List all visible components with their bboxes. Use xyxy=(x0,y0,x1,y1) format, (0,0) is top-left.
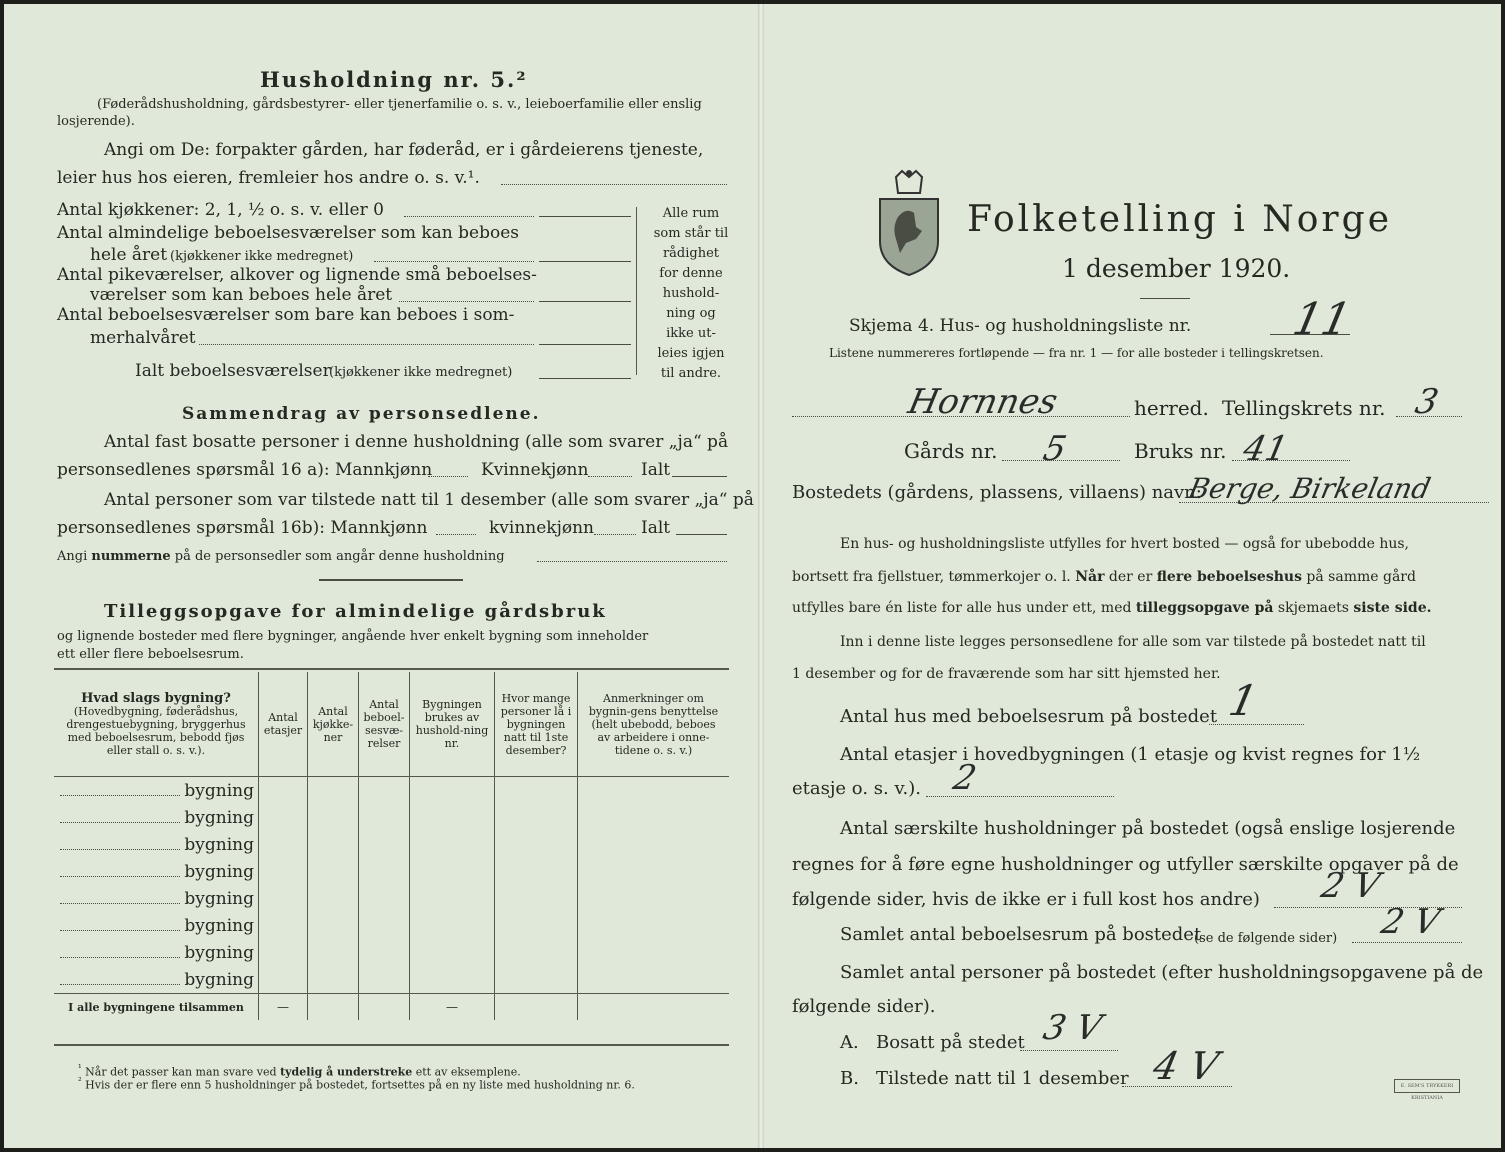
p3-bold: nummerne xyxy=(91,549,171,564)
col-persons: Hvor mange personer lå i bygningen natt til 1ste desember? xyxy=(495,672,578,777)
instr-l2-pre: bortsett fra fjellstuer, tømmerkojer o. l. xyxy=(792,569,1076,585)
col-building-type xyxy=(54,672,259,777)
remarks-cell[interactable] xyxy=(578,858,730,885)
census-title: Folketelling i Norge xyxy=(967,199,1392,240)
intro-answer-line[interactable] xyxy=(501,184,727,185)
schema-number-handwritten: 11 xyxy=(1288,294,1356,345)
q-persons-line-2: følgende sider). xyxy=(792,996,936,1017)
q-rooms-answer-line[interactable] xyxy=(1352,942,1462,943)
rooms-cell[interactable] xyxy=(359,831,410,858)
total-rooms-answer[interactable] xyxy=(539,378,631,379)
kitchens-dots xyxy=(404,216,534,217)
household-cell[interactable] xyxy=(410,912,495,939)
instr-l2-post: på samme gård xyxy=(1301,569,1416,585)
b-handwritten: 4 V xyxy=(1149,1044,1223,1088)
summary-p2-line-1: Antal personer som var tilstede natt til 1 desember (alle som svarer „ja“ på xyxy=(104,490,754,510)
a-handwritten: 3 V xyxy=(1039,1008,1106,1048)
persons-cell[interactable] xyxy=(495,804,578,831)
bygning-label: bygning xyxy=(184,861,254,882)
floors-cell[interactable] xyxy=(259,885,308,912)
maids-answer[interactable] xyxy=(539,301,631,302)
instr-line-5: 1 desember og for de fraværende som har sitt hjemsted her. xyxy=(792,666,1221,682)
herred-label: herred. xyxy=(1134,396,1209,420)
bygning-label: bygning xyxy=(184,969,254,990)
q-rooms-note: (se de følgende sider) xyxy=(1194,931,1338,946)
table-row xyxy=(54,885,729,912)
b-label: B. xyxy=(840,1068,859,1089)
footnote-2-text: Hvis der er flere enn 5 husholdninger på bostedet, fortsettes på en ny liste med husholdning nr. 6. xyxy=(85,1078,635,1092)
table-header-row xyxy=(54,672,729,777)
krets-handwritten: 3 xyxy=(1411,382,1442,422)
a-answer-line[interactable] xyxy=(1020,1050,1118,1051)
table-row xyxy=(54,777,729,805)
bracket-note-line: rådighet xyxy=(662,246,720,261)
table-bottom-rule xyxy=(54,1044,729,1046)
rooms-cell[interactable] xyxy=(359,885,410,912)
rooms-cell[interactable] xyxy=(359,858,410,885)
household-cell[interactable] xyxy=(410,831,495,858)
bracket-note-line: Alle rum xyxy=(662,206,720,221)
page-fold xyxy=(758,4,764,1148)
instr-line-1: En hus- og husholdningsliste utfylles for hvert bosted — også for ubebodde hus, xyxy=(840,536,1409,552)
summer-dots xyxy=(199,344,534,345)
rooms-a-note: (kjøkkener ikke medregnet) xyxy=(170,249,354,264)
table-row xyxy=(54,831,729,858)
household-cell[interactable] xyxy=(410,939,495,966)
kitchens-answer[interactable] xyxy=(539,216,631,217)
persons-cell[interactable] xyxy=(495,966,578,994)
supplement-heading: Tilleggsopgave for almindelige gårdsbruk xyxy=(104,601,607,622)
col-remarks: Anmerkninger om bygnin-gens benyttelse (helt ubebodd, beboes av arbeidere i onne-tidene o. s. v.) xyxy=(578,672,730,777)
total-row-label: I alle bygningene tilsammen xyxy=(54,994,259,1021)
bygning-label: bygning xyxy=(184,780,254,801)
gards-handwritten: 5 xyxy=(1039,429,1070,469)
bygning-label: bygning xyxy=(184,915,254,936)
p3-post: på de personsedler som angår denne husholdning xyxy=(170,549,505,564)
persons-cell[interactable] xyxy=(495,777,578,805)
total-remarks-cell[interactable] xyxy=(578,994,730,1021)
rooms-cell[interactable] xyxy=(359,966,410,994)
building-type-input[interactable] xyxy=(60,822,180,823)
schema-label: Skjema 4. Hus- og husholdningsliste nr. xyxy=(849,316,1192,336)
a-label: A. xyxy=(840,1032,859,1053)
bygning-label: bygning xyxy=(184,834,254,855)
bracket-note-line: ikke ut- xyxy=(666,326,716,341)
persons-cell[interactable] xyxy=(495,885,578,912)
kitchens-label: Antal kjøkkener: 2, 1, ½ o. s. v. eller 0 xyxy=(57,200,384,220)
building-table xyxy=(54,672,729,1020)
kitchens-cell[interactable] xyxy=(308,885,359,912)
household-cell[interactable] xyxy=(410,885,495,912)
household-cell[interactable] xyxy=(410,777,495,805)
q-rooms-label: Samlet antal beboelsesrum på bostedet xyxy=(840,924,1202,945)
p3-pre: Angi xyxy=(57,549,92,564)
total-rooms-note: (kjøkkener ikke medregnet) xyxy=(329,365,513,380)
kitchens-cell[interactable] xyxy=(308,858,359,885)
remarks-cell[interactable] xyxy=(578,777,730,805)
kitchens-cell[interactable] xyxy=(308,966,359,994)
persons-cell[interactable] xyxy=(495,939,578,966)
gards-label: Gårds nr. xyxy=(904,439,998,463)
bygning-label: bygning xyxy=(184,807,254,828)
remarks-cell[interactable] xyxy=(578,804,730,831)
instr-l3-pre: utfylles bare én liste for alle hus under ett, med xyxy=(792,600,1136,616)
rooms-cell[interactable] xyxy=(359,804,410,831)
table-row xyxy=(54,912,729,939)
coat-of-arms-icon xyxy=(876,169,942,279)
herred-handwritten: Hornnes xyxy=(904,382,1062,422)
total-rooms-label: Ialt beboelsesværelser xyxy=(135,361,331,381)
building-row-label xyxy=(54,804,259,831)
p1-male-answer[interactable] xyxy=(428,476,468,477)
bygning-label: bygning xyxy=(184,942,254,963)
summer-line-2: merhalvåret xyxy=(90,328,196,348)
maids-line-1: Antal pikeværelser, alkover og lignende små beboelses- xyxy=(57,265,537,285)
building-row-label xyxy=(54,777,259,805)
rooms-a-dots xyxy=(374,261,534,262)
building-row-label xyxy=(54,912,259,939)
summer-line-1: Antal beboelsesværelser som bare kan beboes i som- xyxy=(57,305,515,325)
bracket-note-line: til andre. xyxy=(660,366,722,381)
col-building-type-desc: (Hovedbygning, føderådshus, drengestuebygning, bryggerhus med beboelsesrum, bebodd fjøs eller stall o. s. v.). xyxy=(66,704,246,757)
q-floors-handwritten: 2 xyxy=(949,758,980,798)
footnote-1-bold: tydelig å understreke xyxy=(280,1065,413,1079)
building-type-input[interactable] xyxy=(60,876,180,877)
kitchens-cell[interactable] xyxy=(308,831,359,858)
footnote-1-pre: Når det passer kan man svare ved xyxy=(85,1065,281,1079)
table-row xyxy=(54,939,729,966)
total-kitchens-cell[interactable] xyxy=(308,994,359,1021)
floors-cell[interactable] xyxy=(259,912,308,939)
building-type-input[interactable] xyxy=(60,930,180,931)
printer-stamp: E. SEM'S TRYKKERI KRISTIANIA xyxy=(1394,1079,1460,1093)
instr-l3-bold2: siste side. xyxy=(1353,600,1432,616)
instr-l3-bold: tilleggsopgave på xyxy=(1135,600,1274,616)
summer-answer[interactable] xyxy=(539,344,631,345)
col-kitchens: Antal kjøkke-ner xyxy=(308,672,359,777)
bracket-note-line: ning og xyxy=(666,306,716,321)
total-persons-cell[interactable] xyxy=(495,994,578,1021)
total-rooms-cell[interactable] xyxy=(359,994,410,1021)
persons-cell[interactable] xyxy=(495,912,578,939)
numbering-note: Listene nummereres fortløpende — fra nr. 1 — for alle bosteder i tellingskretsen. xyxy=(829,346,1324,360)
rooms-cell[interactable] xyxy=(359,912,410,939)
bosted-label: Bostedets (gårdens, plassens, villaens) navn: xyxy=(792,482,1202,503)
bruks-label: Bruks nr. xyxy=(1134,439,1227,463)
remarks-cell[interactable] xyxy=(578,912,730,939)
table-total-row xyxy=(54,994,729,1021)
building-type-input[interactable] xyxy=(60,795,180,796)
building-type-input[interactable] xyxy=(60,903,180,904)
floors-cell[interactable] xyxy=(259,939,308,966)
q-floors-line-2: etasje o. s. v.). xyxy=(792,778,921,799)
col-building-type-title: Hvad slags bygning? xyxy=(81,690,231,706)
instr-line-4: Inn i denne liste legges personsedlene for alle som var tilstede på bostedet natt til xyxy=(840,634,1426,650)
floors-cell[interactable] xyxy=(259,966,308,994)
bracket-note-line: leies igjen xyxy=(657,346,725,361)
floors-cell[interactable] xyxy=(259,858,308,885)
table-row xyxy=(54,804,729,831)
instr-line-2 xyxy=(792,569,1416,586)
col-rooms: Antal beboel-sesvæ-relser xyxy=(359,672,410,777)
a-text: Bosatt på stedet xyxy=(876,1032,1025,1053)
kitchens-cell[interactable] xyxy=(308,804,359,831)
p2-male-answer[interactable] xyxy=(436,534,476,535)
bracket-note-line: for denne xyxy=(659,266,723,281)
p1-total-answer[interactable] xyxy=(672,476,727,477)
rooms-cell[interactable] xyxy=(359,939,410,966)
maids-line-2: værelser som kan beboes hele året xyxy=(90,285,393,305)
household-cell[interactable] xyxy=(410,804,495,831)
summary-p1-line-2: personsedlenes spørsmål 16 a): Mannkjønn xyxy=(57,460,433,480)
building-type-input[interactable] xyxy=(60,957,180,958)
q-rooms-handwritten: 2 V xyxy=(1377,902,1444,942)
household-title: Husholdning nr. 5.² xyxy=(260,67,528,92)
date-divider xyxy=(1140,298,1190,299)
instr-l2-mid: der er xyxy=(1104,569,1157,585)
bruks-handwritten: 41 xyxy=(1239,429,1292,469)
q-households-handwritten: 2 V xyxy=(1317,866,1384,906)
census-date: 1 desember 1920. xyxy=(1062,254,1291,283)
p1-total-label: Ialt xyxy=(641,460,671,480)
household-subtitle: (Føderådshusholdning, gårdsbestyrer- eller tjenerfamilie o. s. v., leieboerfamilie eller enslig losjerende). xyxy=(57,97,702,129)
rooms-cell[interactable] xyxy=(359,777,410,805)
q-houses-answer-line[interactable] xyxy=(1209,724,1304,725)
total-floors-dash: — xyxy=(259,994,308,1021)
building-type-input[interactable] xyxy=(60,984,180,985)
footnote-2-mark: ² xyxy=(78,1076,82,1087)
instr-l2-bold1: Når xyxy=(1075,569,1105,585)
total-household-dash: — xyxy=(410,994,495,1021)
floors-cell[interactable] xyxy=(259,831,308,858)
p2-female-answer[interactable] xyxy=(594,534,636,535)
instr-l2-bold2: flere beboelseshus xyxy=(1156,569,1302,585)
col-household-no: Bygningen brukes av hushold-ning nr. xyxy=(410,672,495,777)
bracket-note-line: som står til xyxy=(653,226,729,241)
kitchens-cell[interactable] xyxy=(308,939,359,966)
building-row-label xyxy=(54,966,259,994)
building-row-label xyxy=(54,831,259,858)
col-floors: Antal etasjer xyxy=(259,672,308,777)
table-row xyxy=(54,966,729,994)
supplement-desc-2: ett eller flere beboelsesrum. xyxy=(57,647,244,662)
intro-line-2: leier hus hos eieren, fremleier hos andre o. s. v.¹. xyxy=(57,168,480,188)
q-persons-line-1: Samlet antal personer på bostedet (efter husholdningsopgavene på de xyxy=(840,962,1484,983)
krets-label: Tellingskrets nr. xyxy=(1222,396,1386,420)
building-row-label xyxy=(54,858,259,885)
kitchens-cell[interactable] xyxy=(308,912,359,939)
q-houses-handwritten: 1 xyxy=(1224,676,1262,725)
p2-female-label: kvinnekjønn xyxy=(489,518,595,538)
p1-female-answer[interactable] xyxy=(588,476,632,477)
rooms-a-answer[interactable] xyxy=(539,261,631,262)
footnote-1-mark: ¹ xyxy=(78,1063,82,1074)
bracket-note-line: hushold- xyxy=(662,286,720,301)
building-row-label xyxy=(54,885,259,912)
bracket-brace xyxy=(636,207,643,375)
bygning-label: bygning xyxy=(184,888,254,909)
table-top-rule xyxy=(54,668,729,670)
floors-cell[interactable] xyxy=(259,804,308,831)
remarks-cell[interactable] xyxy=(578,966,730,994)
footnote-1-post: ett av eksemplene. xyxy=(412,1065,521,1079)
p2-total-label: Ialt xyxy=(641,518,671,538)
bracket-note xyxy=(649,204,733,384)
instr-line-3 xyxy=(792,600,1431,617)
footnote-2 xyxy=(78,1075,635,1092)
household-cell[interactable] xyxy=(410,966,495,994)
summary-p1-line-1: Antal fast bosatte personer i denne husholdning (alle som svarer „ja“ på xyxy=(104,432,729,452)
supplement-desc-1: og lignende bosteder med flere bygninger, angående hver enkelt bygning som inneholder xyxy=(57,629,649,644)
q-households-line-1: Antal særskilte husholdninger på bostedet (også enslige losjerende xyxy=(840,818,1456,839)
building-type-input[interactable] xyxy=(60,849,180,850)
q-households-line-2: regnes for å føre egne husholdninger og utfyller særskilte opgaver på de xyxy=(792,854,1459,875)
intro-line-1: Angi om De: forpakter gården, har føderåd, er i gårdeierens tjeneste, xyxy=(104,140,704,160)
persons-cell[interactable] xyxy=(495,831,578,858)
kitchens-cell[interactable] xyxy=(308,777,359,805)
table-row xyxy=(54,858,729,885)
summary-p3 xyxy=(57,548,505,565)
remarks-cell[interactable] xyxy=(578,939,730,966)
q-houses-label: Antal hus med beboelsesrum på bostedet xyxy=(840,706,1218,727)
census-form-sheet xyxy=(4,4,1501,1148)
bosted-handwritten: Berge, Birkeland xyxy=(1185,472,1434,505)
p3-answer[interactable] xyxy=(537,561,727,562)
section-divider xyxy=(319,579,463,581)
p2-total-answer[interactable] xyxy=(676,534,727,535)
p1-female-label: Kvinnekjønn xyxy=(481,460,589,480)
q-floors-line-1: Antal etasjer i hovedbygningen (1 etasje og kvist regnes for 1½ xyxy=(840,744,1421,765)
floors-cell[interactable] xyxy=(259,777,308,805)
remarks-cell[interactable] xyxy=(578,885,730,912)
building-row-label xyxy=(54,939,259,966)
maids-dots xyxy=(399,301,534,302)
summary-p2-line-2: personsedlenes spørsmål 16b): Mannkjønn xyxy=(57,518,428,538)
remarks-cell[interactable] xyxy=(578,831,730,858)
summary-heading: Sammendrag av personsedlene. xyxy=(182,404,541,424)
rooms-a-line-2: hele året xyxy=(90,245,168,265)
instr-l3-mid: skjemaets xyxy=(1273,600,1354,616)
b-text: Tilstede natt til 1 desember xyxy=(876,1068,1129,1089)
household-cell[interactable] xyxy=(410,858,495,885)
q-households-line-3: følgende sider, hvis de ikke er i full kost hos andre) xyxy=(792,889,1260,910)
rooms-a-line-1: Antal almindelige beboelsesværelser som kan beboes xyxy=(57,223,519,243)
persons-cell[interactable] xyxy=(495,858,578,885)
